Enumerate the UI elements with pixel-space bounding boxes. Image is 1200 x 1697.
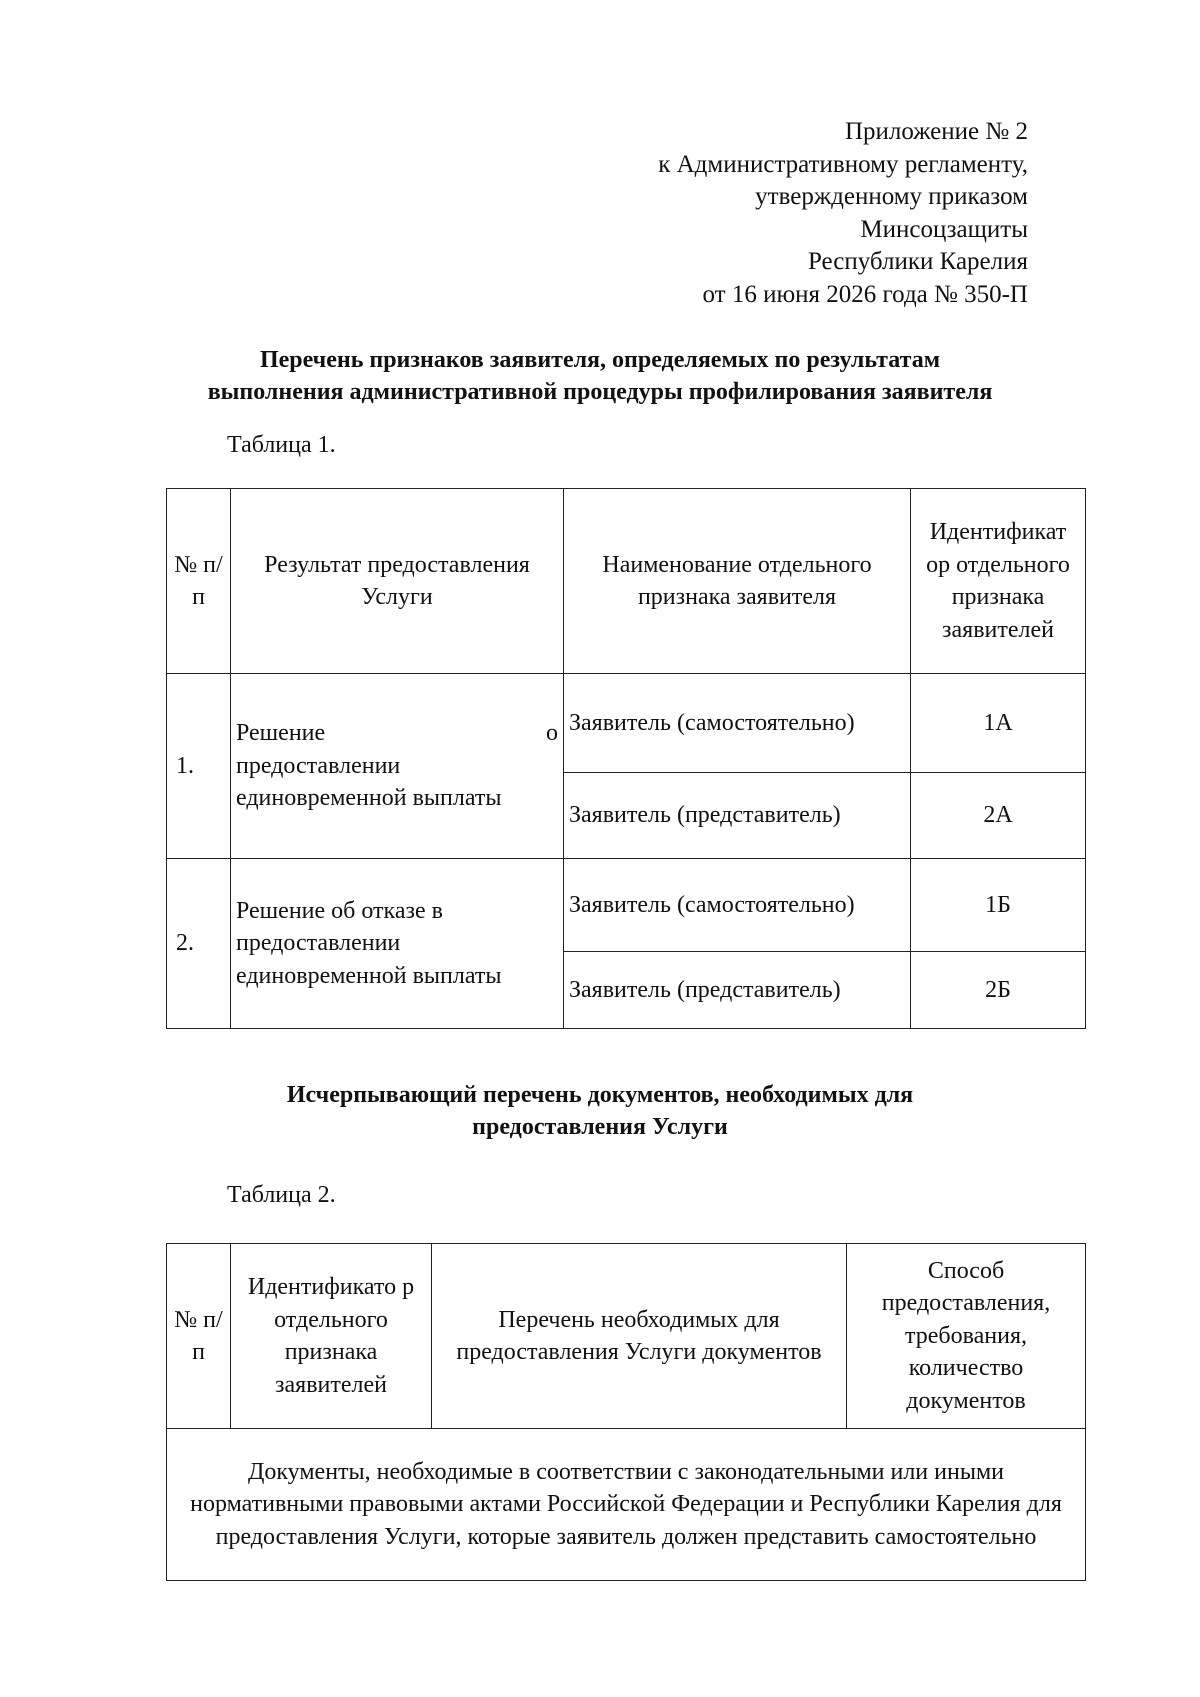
appendix-line: от 16 июня 2026 года № 350-П [702, 280, 1028, 308]
row-result-first-line [236, 717, 558, 750]
row-feature: Заявитель (представитель) [564, 773, 911, 859]
section2-title-line: предоставления Услуги [472, 1114, 728, 1140]
header-identifier: Идентификато р отдельного признака заявителей [231, 1244, 432, 1429]
header-result: Результат предоставления Услуги [231, 489, 564, 674]
table-1 [166, 488, 1086, 1029]
section2-title [150, 1079, 1050, 1143]
row-result: Решение об отказе в предоставлении единовременной выплаты [231, 859, 564, 1029]
section1-title-line: выполнения административной процедуры профилирования заявителя [207, 379, 993, 405]
section1-title-line: Перечень признаков заявителя, определяемых по результатам [259, 347, 941, 373]
section2-title-line: Исчерпывающий перечень документов, необходимых для [286, 1082, 914, 1108]
row-result-word: о [546, 720, 558, 747]
header-identifier: Идентификат ор отдельного признака заявителей [911, 489, 1086, 674]
table-row [167, 674, 1086, 773]
row-result-rest: предоставлении единовременной выплаты [236, 752, 502, 812]
row-feature: Заявитель (самостоятельно) [564, 859, 911, 952]
row-identifier: 2Б [911, 952, 1086, 1029]
row-identifier: 1А [911, 674, 1086, 773]
table2-label: Таблица 2. [227, 1182, 336, 1208]
appendix-line: Минсоцзащиты [860, 215, 1028, 243]
row-result [231, 674, 564, 859]
table-2 [166, 1243, 1086, 1581]
header-feature: Наименование отдельного признака заявителя [564, 489, 911, 674]
row-feature: Заявитель (представитель) [564, 952, 911, 1029]
row-num: 2. [167, 859, 231, 1029]
row-identifier: 1Б [911, 859, 1086, 952]
appendix-line: Приложение № 2 [844, 118, 1028, 145]
header-num: № п/п [167, 489, 231, 674]
table-row [167, 859, 1086, 952]
row-num: 1. [167, 674, 231, 859]
appendix-line: утвержденному приказом [755, 183, 1028, 211]
appendix-line: к Административному регламенту, [658, 150, 1028, 178]
appendix-line: Республики Карелия [807, 248, 1028, 276]
table1-label: Таблица 1. [227, 432, 336, 458]
table-row [167, 1429, 1086, 1581]
table2-header-row [167, 1244, 1086, 1429]
row-result-word: Решение [236, 720, 326, 747]
row-identifier: 2А [911, 773, 1086, 859]
appendix-block [658, 116, 1028, 312]
header-method: Способ предоставления, требования, количество документов [847, 1244, 1086, 1429]
table1-header-row [167, 489, 1086, 674]
header-documents: Перечень необходимых для предоставления Услуги документов [432, 1244, 847, 1429]
section1-title [150, 344, 1050, 408]
header-num: № п/п [167, 1244, 231, 1429]
merged-row: Документы, необходимые в соответствии с законодательными или иными нормативными правовыми актами Российской Федерации и Республики Карелия для предоставления Услуги, которые заявитель должен представить самостоятельно [167, 1429, 1086, 1581]
row-feature: Заявитель (самостоятельно) [564, 674, 911, 773]
